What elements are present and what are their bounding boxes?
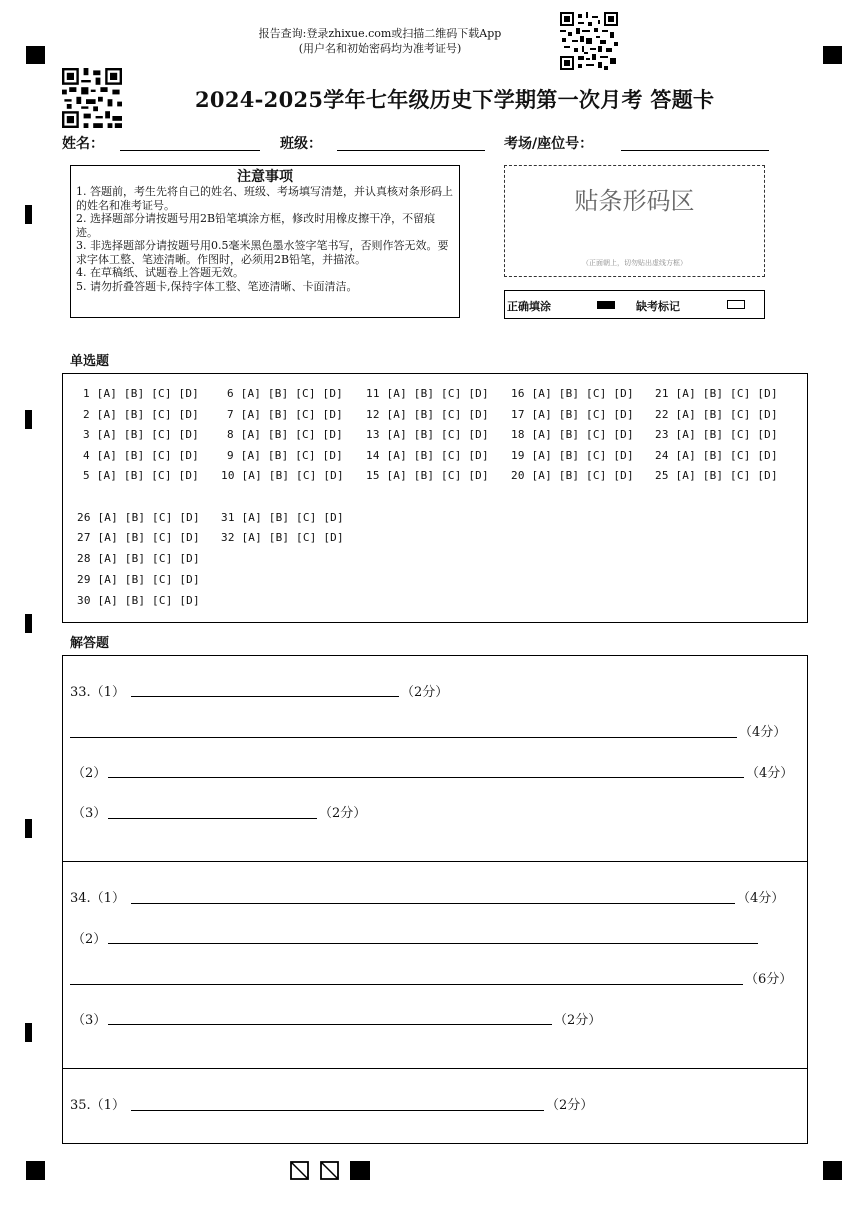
mc-question[interactable]: 26 [A] [B] [C] [D] (77, 511, 200, 524)
q34-part1-label: 34.（1） (70, 891, 125, 906)
q33-part1-label: 33.（1） (70, 685, 125, 700)
credential-hint-line: (用户名和初始密码均为准考证号) (298, 42, 462, 55)
mc-question[interactable]: 4 [A] [B] [C] [D] (83, 449, 199, 462)
absent-mark-box[interactable] (727, 300, 745, 309)
qr-code-icon (560, 12, 618, 70)
mc-question[interactable]: 22 [A] [B] [C] [D] (655, 408, 778, 421)
barcode-area-label: 贴条形码区 (574, 187, 695, 215)
timing-mark (25, 410, 32, 429)
q34-part3-answer-line[interactable] (108, 1024, 552, 1025)
q34-part2-answer-line-2[interactable] (70, 984, 743, 985)
q35-part1-label: 35.（1） (70, 1098, 125, 1113)
q33-part1-answer-line-2[interactable] (70, 737, 737, 738)
mc-question[interactable]: 25 [A] [B] [C] [D] (655, 469, 778, 482)
q35-part1-answer-line[interactable] (131, 1110, 544, 1111)
mc-question[interactable]: 2 [A] [B] [C] [D] (83, 408, 199, 421)
absent-mark-label: 缺考标记 (636, 300, 680, 313)
answer-section-title: 解答题 (70, 636, 110, 651)
mc-question[interactable]: 9 [A] [B] [C] [D] (227, 449, 343, 462)
mc-question[interactable]: 5 [A] [B] [C] [D] (83, 469, 199, 482)
mc-question[interactable]: 16 [A] [B] [C] [D] (511, 387, 634, 400)
q33-part1-score-2: （4分） (739, 725, 787, 740)
mc-question[interactable]: 29 [A] [B] [C] [D] (77, 573, 200, 586)
notice-item: 5. 请勿折叠答题卡,保持字体工整、笔迹清晰、卡面清洁。 (76, 279, 358, 293)
mc-question[interactable]: 6 [A] [B] [C] [D] (227, 387, 343, 400)
class-label: 班级： (280, 136, 322, 152)
mc-question[interactable]: 19 [A] [B] [C] [D] (511, 449, 634, 462)
mc-question[interactable]: 8 [A] [B] [C] [D] (227, 428, 343, 441)
name-label: 姓名： (62, 136, 104, 152)
mc-question[interactable]: 21 [A] [B] [C] [D] (655, 387, 778, 400)
mc-question[interactable]: 7 [A] [B] [C] [D] (227, 408, 343, 421)
registration-mark-bottom-left (26, 1161, 45, 1180)
mc-question[interactable]: 17 [A] [B] [C] [D] (511, 408, 634, 421)
mc-question[interactable]: 10 [A] [B] [C] [D] (221, 469, 344, 482)
notice-box (70, 165, 460, 318)
question-35-box (62, 1068, 808, 1144)
correct-fill-sample (597, 301, 615, 309)
seat-field[interactable] (621, 150, 769, 151)
mc-question[interactable]: 12 [A] [B] [C] [D] (366, 408, 489, 421)
notice-item: 3. 非选择题部分请按题号用0.5毫米黑色墨水签字笔书写，否则作答无效。要求字体工整、笔迹清晰。作图时，必须用2B铅笔，并描浓。 (76, 239, 449, 266)
q33-part2-score: （4分） (746, 766, 794, 781)
seat-label: 考场/座位号： (504, 136, 594, 152)
class-field[interactable] (337, 150, 485, 151)
name-field[interactable] (120, 150, 260, 151)
mc-question[interactable]: 3 [A] [B] [C] [D] (83, 428, 199, 441)
registration-mark-bottom-right (823, 1161, 842, 1180)
notice-item: 4. 在草稿纸、试题卷上答题无效。 (76, 266, 244, 279)
barcode-area[interactable] (504, 165, 765, 277)
timing-mark (25, 614, 32, 633)
page-title: 2024-2025学年七年级历史下学期第一次月考 答题卡 (195, 87, 715, 112)
q33-part3-score: （2分） (319, 806, 367, 821)
q34-part3-label: （3） (72, 1013, 107, 1028)
registration-mark-top-right (823, 46, 842, 64)
footer-crossed-box-icon (290, 1161, 309, 1180)
mc-question[interactable]: 11 [A] [B] [C] [D] (366, 387, 489, 400)
notice-item: 1. 答题前，考生先将自己的姓名、班级、考场填写清楚，并认真核对条形码上的姓名和准考证号。 (76, 185, 453, 212)
correct-fill-label: 正确填涂 (507, 300, 551, 313)
mc-question[interactable]: 20 [A] [B] [C] [D] (511, 469, 634, 482)
q33-part3-answer-line[interactable] (108, 818, 317, 819)
question-34-box (62, 861, 808, 1069)
mc-question[interactable]: 1 [A] [B] [C] [D] (83, 387, 199, 400)
q33-part2-answer-line[interactable] (108, 777, 744, 778)
fill-legend (504, 290, 765, 319)
q34-part2-score: （6分） (745, 972, 793, 987)
mc-section-title: 单选题 (70, 354, 110, 369)
notice-heading: 注意事项 (237, 169, 293, 185)
timing-mark (25, 819, 32, 838)
q33-part1-score: （2分） (401, 685, 449, 700)
footer-crossed-box-icon (320, 1161, 339, 1180)
mc-question[interactable]: 13 [A] [B] [C] [D] (366, 428, 489, 441)
q35-part1-score: （2分） (546, 1098, 594, 1113)
mc-question[interactable]: 14 [A] [B] [C] [D] (366, 449, 489, 462)
q34-part1-answer-line[interactable] (131, 903, 735, 904)
mc-question[interactable]: 18 [A] [B] [C] [D] (511, 428, 634, 441)
q33-part3-label: （3） (72, 806, 107, 821)
barcode-area-hint: （正面朝上，切勿贴出虚线方框） (582, 259, 687, 267)
qr-code-icon (62, 68, 122, 128)
q34-part3-score: （2分） (554, 1013, 602, 1028)
mc-question[interactable]: 24 [A] [B] [C] [D] (655, 449, 778, 462)
q34-part1-score: （4分） (737, 891, 785, 906)
timing-mark (25, 1023, 32, 1042)
mc-question[interactable]: 32 [A] [B] [C] [D] (221, 531, 344, 544)
report-query-line: 报告查询:登录zhixue.com或扫描二维码下载App (258, 27, 502, 40)
mc-question[interactable]: 28 [A] [B] [C] [D] (77, 552, 200, 565)
mc-question[interactable]: 30 [A] [B] [C] [D] (77, 594, 200, 607)
q33-part2-label: （2） (72, 766, 107, 781)
q34-part2-label: （2） (72, 932, 107, 947)
mc-question[interactable]: 23 [A] [B] [C] [D] (655, 428, 778, 441)
q34-part2-answer-line[interactable] (108, 943, 758, 944)
mc-question[interactable]: 15 [A] [B] [C] [D] (366, 469, 489, 482)
notice-item: 2. 选择题部分请按题号用2B铅笔填涂方框，修改时用橡皮擦干净，不留痕迹。 (76, 212, 436, 239)
footer-filled-box (350, 1161, 370, 1180)
q33-part1-answer-line[interactable] (131, 696, 399, 697)
mc-question[interactable]: 31 [A] [B] [C] [D] (221, 511, 344, 524)
mc-question[interactable]: 27 [A] [B] [C] [D] (77, 531, 200, 544)
timing-mark (25, 205, 32, 224)
